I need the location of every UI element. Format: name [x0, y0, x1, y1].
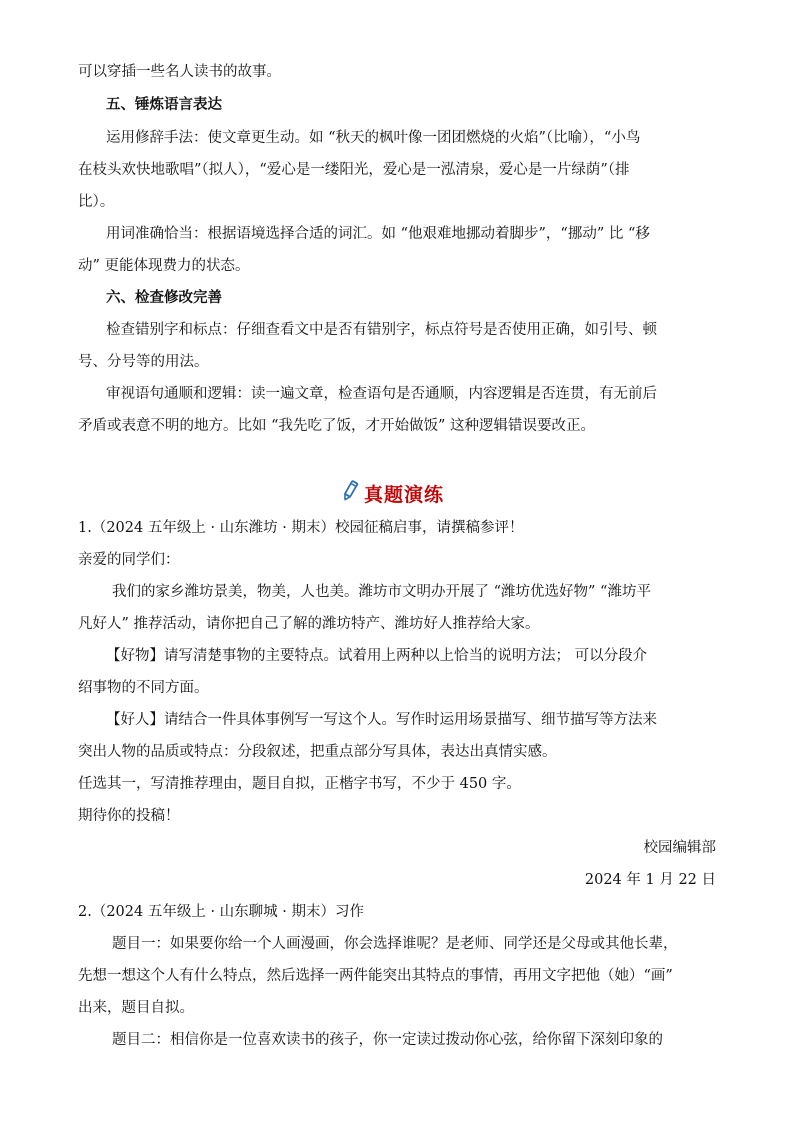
paragraph-line: 号、分号等的用法。	[78, 354, 209, 370]
paragraph-line: 可以穿插一些名人读书的故事。	[78, 64, 281, 80]
section-banner	[340, 478, 444, 508]
paragraph-line: 题目一：如果要你给一个人画漫画，你会选择谁呢？是老师、同学还是父母或其他长辈，	[112, 936, 678, 952]
paragraph-line: 比）。	[78, 194, 115, 210]
letter-greeting: 亲爱的同学们：	[78, 552, 180, 568]
paragraph-line: 绍事物的不同方面。	[78, 680, 209, 696]
paragraph-line: 凡好人” 推荐活动，请你把自己了解的潍坊特产、潍坊好人推荐给大家。	[78, 616, 540, 632]
paragraph-line: 【好人】请结合一件具体事例写一写这个人。写作时运用场景描写、细节描写等方法来	[106, 712, 657, 728]
letter-signature: 校园编辑部	[643, 840, 716, 856]
paragraph-line: 任选其一，写清推荐理由，题目自拟，正楷字书写，不少于 450 字。	[78, 776, 521, 792]
paragraph-line: 审视语句通顺和逻辑：读一遍文章，检查语句是否通顺，内容逻辑是否连贯，有无前后	[106, 386, 657, 402]
paragraph-line: 检查错别字和标点：仔细查看文中是否有错别字，标点符号是否使用正确，如引号、顿	[106, 322, 657, 338]
section-heading-5: 五、锤炼语言表达	[106, 96, 222, 113]
question-1-title: 1.（2024 五年级上 · 山东潍坊 · 期末）校园征稿启事，请撰稿参评！	[78, 520, 524, 536]
paragraph-line: 我们的家乡潍坊景美，物美，人也美。潍坊市文明办开展了 “潍坊优选好物” “潍坊平	[112, 584, 651, 600]
paragraph-line: 运用修辞手法：使文章更生动。如 “秋天的枫叶像一团团燃烧的火焰”（比喻），“小鸟	[106, 130, 641, 146]
section-heading-6: 六、检查修改完善	[106, 289, 222, 306]
banner-title: 真题演练	[364, 483, 445, 506]
paragraph-line: 用词准确恰当：根据语境选择合适的词汇。如 “他艰难地挪动着脚步”，“挪动” 比 “移	[106, 226, 650, 242]
letter-date: 2024 年 1 月 22 日	[584, 872, 716, 888]
paragraph-line: 突出人物的品质或特点：分段叙述，把重点部分写具体，表达出真情实感。	[78, 744, 557, 760]
paragraph-line: 题目二：相信你是一位喜欢读书的孩子，你一定读过拨动你心弦，给你留下深刻印象的	[112, 1032, 663, 1048]
paragraph-line: 矛盾或表意不明的地方。比如 “我先吃了饭，才开始做饭” 这种逻辑错误要改正。	[78, 418, 596, 434]
paragraph-line: 出来，题目自拟。	[78, 1000, 194, 1016]
paragraph-line: 【好物】请写清楚事物的主要特点。试着用上两种以上恰当的说明方法； 可以分段介	[106, 648, 648, 664]
paragraph-line: 在枝头欢快地歌唱”（拟人），“爱心是一缕阳光，爱心是一泓清泉，爱心是一片绿荫”（排	[78, 162, 630, 178]
pencil-icon	[340, 479, 360, 507]
paragraph-line: 期待你的投稿！	[78, 808, 180, 824]
paragraph-line: 动” 更能体现费力的状态。	[78, 258, 250, 274]
question-2-title: 2.（2024 五年级上 · 山东聊城 · 期末）习作	[78, 904, 364, 920]
paragraph-line: 先想一想这个人有什么特点，然后选择一两件能突出其特点的事情，再用文字把他（她）“画”	[78, 968, 673, 984]
